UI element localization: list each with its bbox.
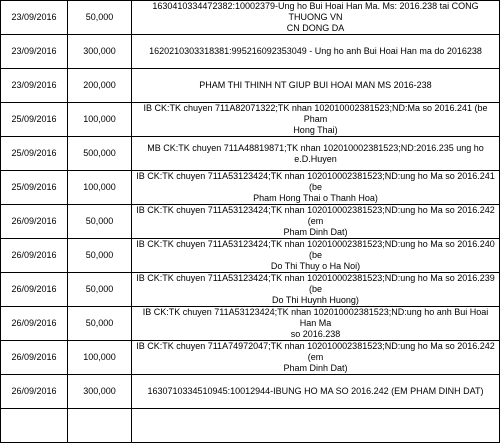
table-row xyxy=(1,205,500,239)
description-cell xyxy=(132,341,500,375)
date-cell: 25/09/2016 xyxy=(1,103,68,137)
description-line-1: IB CK:TK chuyen 711A53123424;TK nhan 102010002381523;ND:ung ho Ma so 2016.241 (be xyxy=(136,171,495,192)
amount-cell: 500,000 xyxy=(68,137,132,171)
amount-cell: 100,000 xyxy=(68,341,132,375)
description-line-2: CN DONG DA xyxy=(286,23,345,33)
description-line-2: Do Thi Huynh Huong) xyxy=(272,295,359,305)
description-cell xyxy=(132,137,500,171)
description-line-2: Pham Hong Thai o Thanh Hoa) xyxy=(253,193,378,203)
description-cell xyxy=(132,35,500,69)
description-line-2: Pham Dinh Dat) xyxy=(283,227,348,237)
date-cell: 25/09/2016 xyxy=(1,171,68,205)
description-line-1: PHAM THI THINH NT GIUP BUI HOAI MAN MS 2016-238 xyxy=(199,80,432,90)
date-cell: 26/09/2016 xyxy=(1,273,68,307)
table-row xyxy=(1,307,500,341)
amount-cell: 300,000 xyxy=(68,35,132,69)
date-cell: 26/09/2016 xyxy=(1,239,68,273)
description-line-1: 1620210303318381:995216092353049 - Ung ho anh Bui Hoai Han ma do 2016238 xyxy=(149,46,482,56)
date-cell: 26/09/2016 xyxy=(1,341,68,375)
table-row xyxy=(1,69,500,103)
amount-cell xyxy=(68,409,132,443)
table-row xyxy=(1,1,500,35)
description-cell xyxy=(132,239,500,273)
description-cell xyxy=(132,103,500,137)
amount-cell: 50,000 xyxy=(68,307,132,341)
description-line-1: IB CK:TK chuyen 711A82071322;TK nhan 102010002381523;ND:Ma so 2016.241 (be Pham xyxy=(143,103,488,124)
description-cell xyxy=(132,69,500,103)
amount-cell: 50,000 xyxy=(68,273,132,307)
table-row xyxy=(1,409,500,443)
table-row xyxy=(1,171,500,205)
description-line-1: 1630410334472382:10002379-Ung ho Bui Hoai Han Ma. Ms: 2016.238 tai CONG THUONG VN xyxy=(152,1,479,22)
description-cell xyxy=(132,409,500,443)
date-cell: 26/09/2016 xyxy=(1,307,68,341)
description-line-1: IB CK:TK chuyen 711A53123424;TK nhan 102010002381523;ND:ung ho Ma so 2016.242 (em xyxy=(136,205,495,226)
description-cell xyxy=(132,375,500,409)
description-line-2: Do Thi Thuy o Ha Noi) xyxy=(270,261,361,271)
amount-cell: 50,000 xyxy=(68,239,132,273)
date-cell: 26/09/2016 xyxy=(1,205,68,239)
description-line-1: MB CK:TK chuyen 711A48819871;TK nhan 102010002381523;ND:2016.235 ung ho e.D.Huyen xyxy=(147,142,484,164)
amount-cell: 50,000 xyxy=(68,1,132,35)
table-row xyxy=(1,103,500,137)
table-body xyxy=(1,0,500,443)
description-line-1: IB CK:TK chuyen 711A53123424;TK nhan 102010002381523;ND:ung ho Ma so 2016.240 (be xyxy=(136,239,495,260)
table-row xyxy=(1,137,500,171)
description-line-1: IB CK:TK chuyen 711A53123424;TK nhan 102010002381523;ND:ung ho anh Bui Hoai Han Ma xyxy=(142,307,489,328)
description-line-1: IB CK:TK chuyen 711A74972047;TK nhan 102010002381523;ND:ung ho Ma so 2016.242 (em xyxy=(136,341,495,362)
table-row xyxy=(1,35,500,69)
description-cell xyxy=(132,273,500,307)
date-cell: 25/09/2016 xyxy=(1,137,68,171)
date-cell: 23/09/2016 xyxy=(1,69,68,103)
table-row xyxy=(1,375,500,409)
amount-cell: 300,000 xyxy=(68,375,132,409)
description-line-1: 1630710334510945:10012944-IBUNG HO MA SO 2016.242 (EM PHAM DINH DAT) xyxy=(147,386,484,396)
date-cell: 23/09/2016 xyxy=(1,35,68,69)
amount-cell: 100,000 xyxy=(68,103,132,137)
table-row xyxy=(1,341,500,375)
description-cell xyxy=(132,171,500,205)
description-cell xyxy=(132,307,500,341)
description-line-2: so 2016.238 xyxy=(290,329,341,339)
table-row xyxy=(1,239,500,273)
description-cell xyxy=(132,205,500,239)
description-line-1: IB CK:TK chuyen 711A53123424;TK nhan 102010002381523;ND:ung ho Ma so 2016.239 (be xyxy=(136,273,495,294)
date-cell: 23/09/2016 xyxy=(1,1,68,35)
description-line-2: Hong Thai) xyxy=(293,125,338,135)
date-cell: 26/09/2016 xyxy=(1,375,68,409)
description-cell xyxy=(132,1,500,35)
date-cell xyxy=(1,409,68,443)
amount-cell: 200,000 xyxy=(68,69,132,103)
amount-cell: 100,000 xyxy=(68,171,132,205)
table-row xyxy=(1,273,500,307)
amount-cell: 50,000 xyxy=(68,205,132,239)
description-line-2: Pham Dinh Dat) xyxy=(283,363,348,373)
